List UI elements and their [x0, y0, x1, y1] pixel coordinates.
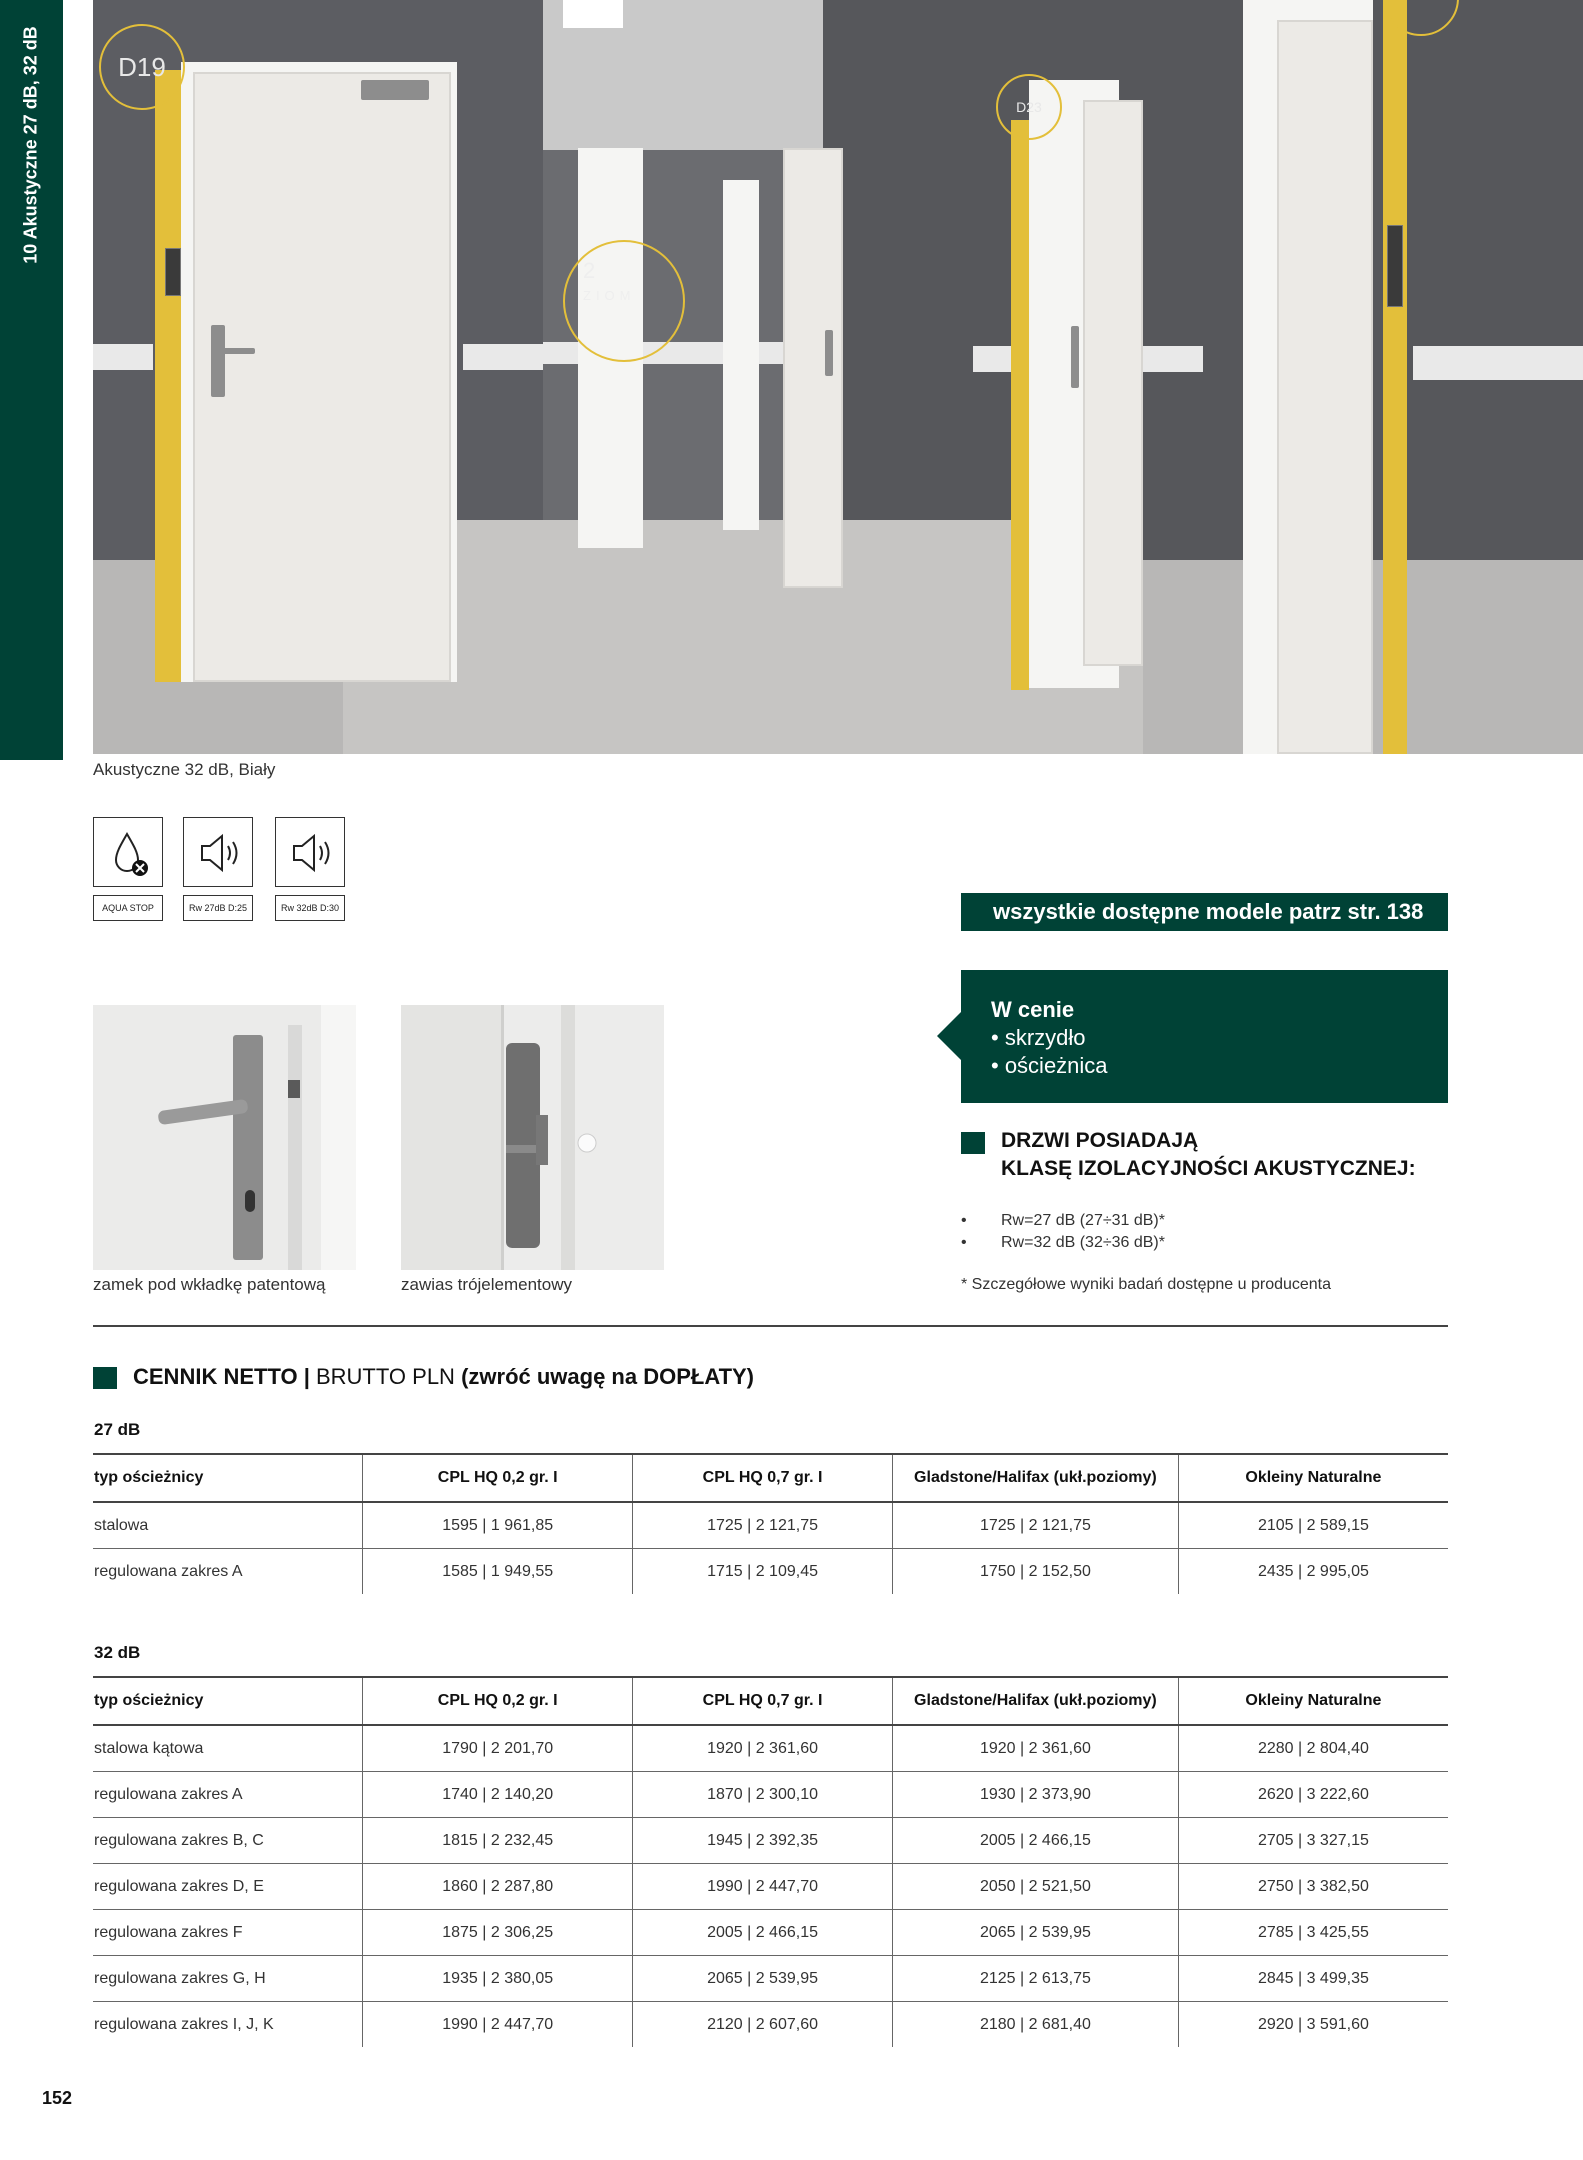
acoustic-bullets: • Rw=27 dB (27÷31 dB)* • Rw=32 dB (32÷36 dB)* — [961, 1212, 1165, 1251]
price-table-27db: typ ościeżnicy CPL HQ 0,2 gr. I CPL HQ 0,7 gr. I Gladstone/Halifax (ukł.poziomy) Okleiny Naturalne stalowa 1595 | 1 961,85 1725 | 2 121,75 1725 | 2 121,75 2105 | 2 589,15 regulowana zakres A 1585 | 1 949,55 1715 | 2 109,45 1750 | 2 152,50 2435 | 2 995,05 — [93, 1453, 1448, 1594]
feature-label: AQUA STOP — [93, 895, 163, 921]
feature-label: Rw 27dB D:25 — [183, 895, 253, 921]
table-label-32db: 32 dB — [94, 1643, 141, 1662]
price-table-32db: typ ościeżnicy CPL HQ 0,2 gr. I CPL HQ 0,7 gr. I Gladstone/Halifax (ukł.poziomy) Okleiny Naturalne stalowa kątowa 1790 | 2 201,70 1920 | 2 361,60 1920 | 2 361,60 2280 | 2 804,40 regulowana zakres A 1740 | 2 140,20 1870 | 2 300,10 1930 | 2 373,90 2620 | 3 222,60 regulowana zakres B, C 1815 | 2 232,45 1945 | 2 392,35 2005 | 2 466,15 2705 | 3 327,15 regulowana zakres D, E 1860 | 2 287,80 1990 | 2 447,70 2050 | 2 521,50 2750 | 3 382,50 regulowana zakres F 1875 | 2 306,25 2005 | 2 466,15 2065 | 2 539,95 2785 | 3 425,55 regulowana zakres G, H 1935 | 2 380,05 2065 | 2 539,95 2125 | 2 613,75 2845 | 3 499,35 regulowana zakres I, J, K 1990 | 2 447,70 2120 | 2 607,60 2180 | 2 681,40 2920 | 3 591,60 — [93, 1676, 1448, 2047]
table-row: regulowana zakres B, C 1815 | 2 232,45 1945 | 2 392,35 2005 | 2 466,15 2705 | 3 327,15 — [93, 1818, 1448, 1864]
water-drop-x-icon — [93, 817, 163, 887]
included-title: W cenie — [991, 997, 1075, 1022]
table-row: stalowa kątowa 1790 | 2 201,70 1920 | 2 361,60 1920 | 2 361,60 2280 | 2 804,40 — [93, 1725, 1448, 1772]
acoustic-footnote: * Szczegółowe wyniki badań dostępne u producenta — [961, 1276, 1332, 1293]
table-row: regulowana zakres I, J, K 1990 | 2 447,70 2120 | 2 607,60 2180 | 2 681,40 2920 | 3 591,60 — [93, 2002, 1448, 2048]
lock-caption: zamek pod wkładkę patentową — [93, 1275, 326, 1294]
page-number: 152 — [42, 2088, 73, 2108]
floor-sign: 2 ZIOM — [563, 240, 685, 362]
hero-caption: Akustyczne 32 dB, Biały — [93, 760, 276, 779]
included-item: • ościeżnica — [991, 1053, 1108, 1078]
hinge-caption: zawias trójelementowy — [401, 1275, 573, 1294]
speaker-icon — [275, 817, 345, 887]
side-tab-label: 10 Akustyczne 27 dB, 32 dB — [20, 26, 41, 264]
callout-arrow — [937, 1012, 961, 1060]
lock-photo — [93, 1005, 356, 1270]
price-list-title: CENNIK NETTO | BRUTTO PLN (zwróć uwagę na DOPŁATY) — [133, 1364, 755, 1389]
heading-marker — [961, 1132, 985, 1154]
divider — [93, 1325, 1448, 1327]
table-label-27db: 27 dB — [94, 1420, 141, 1439]
room-sign-d23: D23 — [996, 74, 1062, 140]
speaker-icon — [183, 817, 253, 887]
table-row: stalowa 1595 | 1 961,85 1725 | 2 121,75 1725 | 2 121,75 2105 | 2 589,15 — [93, 1502, 1448, 1549]
hinge-photo — [401, 1005, 664, 1270]
hero-photo — [93, 0, 1583, 754]
table-row: regulowana zakres G, H 1935 | 2 380,05 2065 | 2 539,95 2125 | 2 613,75 2845 | 3 499,35 — [93, 1956, 1448, 2002]
room-sign-d19: D19 — [99, 24, 185, 110]
included-box — [961, 970, 1448, 1103]
feature-label: Rw 32dB D:30 — [275, 895, 345, 921]
table-row: regulowana zakres D, E 1860 | 2 287,80 1990 | 2 447,70 2050 | 2 521,50 2750 | 3 382,50 — [93, 1864, 1448, 1910]
table-row: regulowana zakres A 1740 | 2 140,20 1870 | 2 300,10 1930 | 2 373,90 2620 | 3 222,60 — [93, 1772, 1448, 1818]
see-all-models-banner: wszystkie dostępne modele patrz str. 138 — [961, 893, 1448, 931]
side-tab — [0, 0, 63, 760]
table-row: regulowana zakres A 1585 | 1 949,55 1715 | 2 109,45 1750 | 2 152,50 2435 | 2 995,05 — [93, 1549, 1448, 1595]
heading-marker — [93, 1367, 117, 1389]
acoustic-heading: DRZWI POSIADAJĄ KLASĘ IZOLACYJNOŚCI AKUSTYCZNEJ: — [1001, 1129, 1416, 1180]
included-item: • skrzydło — [991, 1025, 1086, 1050]
table-row: regulowana zakres F 1875 | 2 306,25 2005 | 2 466,15 2065 | 2 539,95 2785 | 3 425,55 — [93, 1910, 1448, 1956]
